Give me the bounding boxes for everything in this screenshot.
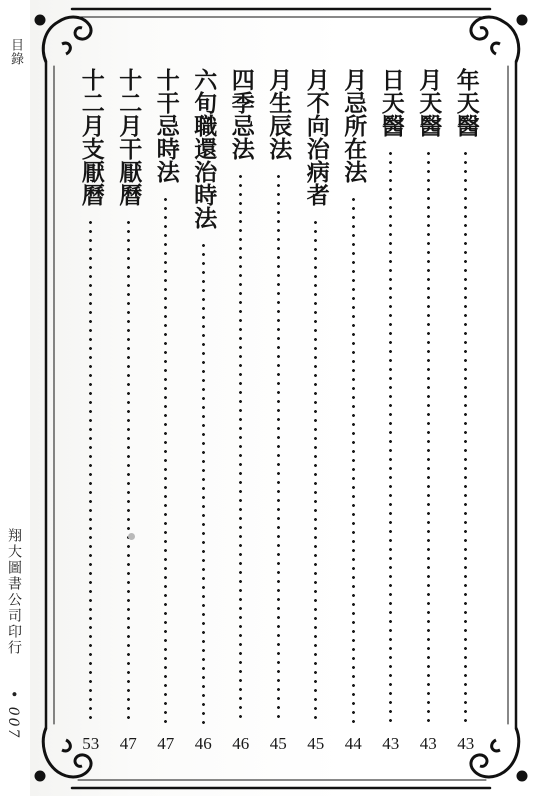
page-number: 007 xyxy=(5,706,21,740)
toc-entry-title: 六旬職還治時法 xyxy=(190,68,218,229)
dot-leader xyxy=(89,218,92,724)
toc-entry-page: 45 xyxy=(307,734,325,753)
table-of-contents xyxy=(72,68,485,758)
toc-entry-page: 47 xyxy=(157,734,175,753)
toc-entry xyxy=(372,68,410,758)
toc-entry-title: 日天醫 xyxy=(377,68,405,137)
toc-entry xyxy=(110,68,148,758)
toc-entry xyxy=(72,68,110,758)
dot-leader xyxy=(464,149,467,724)
toc-entry xyxy=(147,68,185,758)
toc-entry-title: 月天醫 xyxy=(415,68,443,137)
toc-entry-title: 年天醫 xyxy=(452,68,480,137)
toc-entry-page: 43 xyxy=(457,734,475,753)
corner-ornament-top-left xyxy=(36,16,91,62)
dot-leader xyxy=(127,218,130,724)
paper-speck xyxy=(128,533,135,540)
dot-leader xyxy=(352,195,355,724)
toc-entry-title: 四季忌法 xyxy=(227,68,255,160)
dot-leader xyxy=(389,149,392,724)
toc-entry-page: 43 xyxy=(419,734,437,753)
toc-entry-title: 十二月支厭曆 xyxy=(77,68,105,206)
toc-entry xyxy=(335,68,373,758)
dot-leader xyxy=(277,172,280,724)
publisher-imprint xyxy=(4,528,24,656)
toc-entry-page: 44 xyxy=(344,734,362,753)
toc-entry xyxy=(260,68,298,758)
dot-leader xyxy=(427,149,430,724)
toc-entry xyxy=(222,68,260,758)
corner-ornament-top-right xyxy=(471,16,526,62)
toc-entry-title: 月不向治病者 xyxy=(302,68,330,206)
toc-entry-page: 43 xyxy=(382,734,400,753)
folio-block xyxy=(5,690,21,739)
toc-entry-title: 十二月干厭曆 xyxy=(115,68,143,206)
toc-entry-title: 十干忌時法 xyxy=(152,68,180,183)
toc-entry-page: 47 xyxy=(119,734,137,753)
dot-leader xyxy=(202,241,205,724)
toc-entry-page: 45 xyxy=(269,734,287,753)
toc-entry-title: 月忌所在法 xyxy=(340,68,368,183)
toc-entry xyxy=(297,68,335,758)
dot-leader xyxy=(239,172,242,724)
toc-entry xyxy=(185,68,223,758)
toc-entry xyxy=(410,68,448,758)
dot-leader xyxy=(314,218,317,724)
toc-entry-page: 53 xyxy=(82,734,100,753)
toc-entry-title: 月生辰法 xyxy=(265,68,293,160)
toc-entry-page: 46 xyxy=(232,734,250,753)
dot-leader xyxy=(164,195,167,724)
toc-entry xyxy=(447,68,485,758)
folio-separator: • xyxy=(5,690,21,701)
toc-entry-page: 46 xyxy=(194,734,212,753)
section-tag: 目錄 xyxy=(8,38,23,66)
publisher-name: 翔大圖書公司印行 xyxy=(6,528,22,656)
